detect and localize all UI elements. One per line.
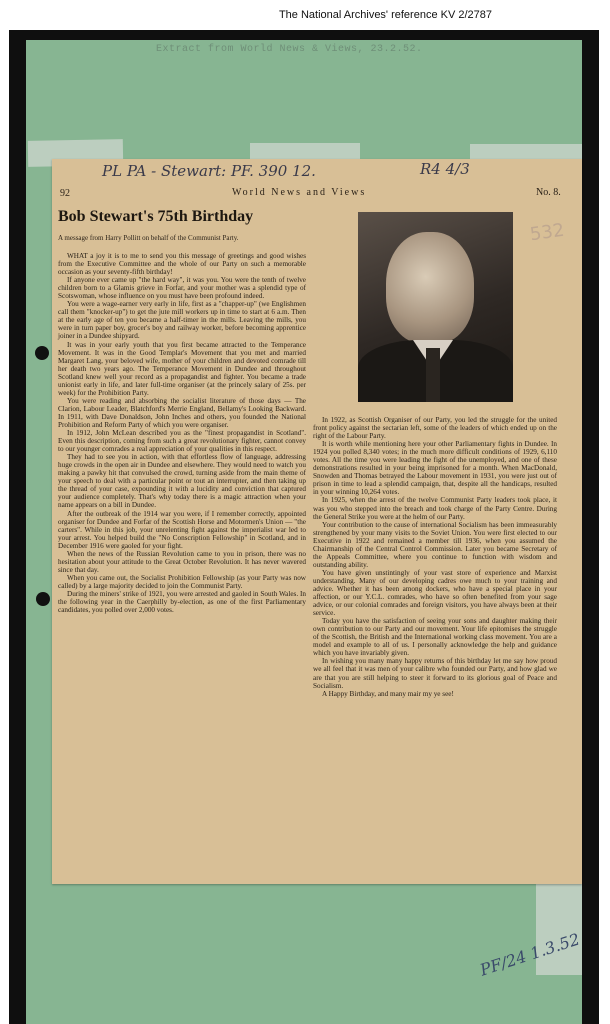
- article-column-left: [58, 252, 306, 614]
- portrait-tie: [426, 348, 440, 402]
- archive-reference: The National Archives' reference KV 2/2787: [278, 9, 492, 21]
- page-number: 92: [60, 188, 70, 199]
- extract-stamp: Extract from World News & Views, 23.2.52.: [156, 44, 423, 55]
- portrait-face: [386, 232, 474, 344]
- handwritten-date-note: R4 4/3: [420, 160, 470, 178]
- paragraph: Today you have the satisfaction of seeing your sons and daughter making their own contribution to our Party and our movement. Your life epitomises the struggle of the Scottish, the British and the International working class movement. You are a model and example to all of us. I personally acknowledge the help and guidance which you have invariably given.: [313, 617, 557, 658]
- handwritten-file-note: PL PA - Stewart: PF. 390 12.: [102, 162, 316, 180]
- article-subtitle: A message from Harry Pollitt on behalf of the Communist Party.: [58, 234, 239, 242]
- paragraph: When the news of the Russian Revolution came to you in prison, there was no hesitation about your attitude to the Great October Revolution. It has never wavered since that day.: [58, 549, 306, 574]
- portrait-photo: [358, 212, 513, 402]
- paragraph: In wishing you many many happy returns of this birthday let me say how proud we all feel that it was men of your calibre who founded our Party, and how glad we are that you are still helping to steer it forward to its glorious goal of Peace and Socialism.: [313, 657, 557, 690]
- article-column-right: [313, 416, 557, 698]
- running-head: World News and Views: [232, 187, 367, 198]
- issue-number: No. 8.: [536, 187, 561, 198]
- paragraph: In 1912, John McLean described you as the "finest propagandist in Scotland". Even this description, coming from such a great revolutionary fighter, cannot convey to our younger comrades a real appreciation of your qualities in this respect.: [58, 429, 306, 454]
- paragraph: It is worth while mentioning here your other Parliamentary fights in Dundee. In 1924 you polled 8,340 votes; in the much more difficult conditions of 1929, 6,110 votes. All the time you were leading the fight of the unemployed, and one of these demonstrations resulted in your being imprisoned for a month. When MacDonald, Snowden and Thomas betrayed the Labour movement in 1931, you were just out of prison in time to lead a splendid campaign, that, despite all the handicaps, resulted in your winning 10,264 votes.: [313, 440, 557, 497]
- paragraph: If anyone ever came up "the hard way", it was you. You were the tenth of twelve children born to a Glamis grieve in Forfar, and your mother was a splendid type of Scotswoman, whose influence on you must have been profound indeed.: [58, 276, 306, 301]
- handwritten-bottom-note: PF/24 1.3.52: [477, 929, 582, 980]
- paragraph: It was in your early youth that you first became attracted to the Temperance Movement. It was in the Good Templar's Movement that you met and married Margaret Lang, your beloved wife, mother of your children and devoted comrade till her death two years ago. The Temperance Movement in Dundee and throughout Scotland knew well your record as a propagandist and fighter. You became a trade unionist early in life, and later full-time organiser (at the princely salary of 25s. per week) for the Prohibition Party.: [58, 340, 306, 397]
- punch-hole-top: [35, 346, 49, 360]
- paragraph: You have given unstintingly of your vast store of experience and Marxist understanding. Many of our developing cadres owe much to your training and advice. Whether it has been among dockers, who have a special place in your affection, or our Y.C.L. comrades, who have so often benefited from your sage advice, or our colonial comrades and foreign visitors, you have always been at their service.: [313, 568, 557, 618]
- paragraph: A Happy Birthday, and many mair my ye see!: [322, 689, 454, 698]
- paragraph: After the outbreak of the 1914 war you were, if I remember correctly, appointed organiser for Dundee and Forfar of the Scottish Horse and Motormen's Union — "the carters". While in this job, your unrelenting fight against the imperialist war led to your arrest. You helped build the "No Conscription Fellowship" in Scotland, and in December 1916 were gaoled for your fight.: [58, 509, 306, 550]
- paragraph: In 1925, when the arrest of the twelve Communist Party leaders took place, it was you who stepped into the breach and took charge of the Party Centre. During the General Strike you were at the helm of our Party.: [313, 496, 557, 521]
- paragraph: When you came out, the Socialist Prohibition Fellowship (as your Party was now called) by a large majority decided to join the Communist Party.: [58, 573, 306, 590]
- paragraph: During the miners' strike of 1921, you were arrested and gaoled in South Wales. In the following year in the Caerphilly by-election, as one of the first Parliamentary candidates, you polled over 2,000 votes.: [58, 589, 306, 615]
- viewer-header: [0, 0, 610, 34]
- handwritten-blue-mark: 532: [528, 219, 566, 246]
- paragraph: In 1922, as Scottish Organiser of our Party, you led the struggle for the united front policy against the sectarian left, some of the leaders of which ended up on the right of the Labour Party.: [313, 416, 557, 441]
- paragraph: You were a wage-earner very early in life, first as a "chapper-up" (we Englishmen call them "knocker-up") to get the jute mill workers up in time to start at 6 a.m. Then at the early age of ten you became a half-timer in the mills. Leaving the mills, you were in turn paper boy, grocer's boy and railway worker, before becoming apprentice joiner in a Dundee shipyard.: [58, 300, 306, 341]
- paragraph: WHAT a joy it is to me to send you this message of greetings and good wishes from the Executive Committee and the whole of our Party on such a memorable occasion as your seventy-fifth birthday!: [58, 252, 306, 277]
- paragraph: You were reading and absorbing the socialist literature of those days — The Clarion, Labour Leader, Blatchford's Merrie England, Bellamy's Looking Backward. In 1911, with Dave Donaldson, John Inches and others, you founded the National Prohibition and Reform Party of which you were organiser.: [58, 396, 306, 429]
- paragraph: Your contribution to the cause of international Socialism has been immeasurably strengthened by your many visits to the Soviet Union. You were first elected to our Executive in 1922 and remained a member till 1936, when you assumed the Chairmanship of the Central Control Commission. Later you became Secretary of the Appeals Committee, where you continue to function with wisdom and outstanding ability.: [313, 520, 557, 569]
- paragraph: They had to see you in action, with that effortless flow of language, addressing huge crowds in the open air in Dundee and elsewhere. They would need to watch you making a pawky hit that convulsed the crowd, turning aside from the main theme of your speech to deal with a particular point or tout an interrupter, and then taking up the thread of your case, expounding it with a lucidity and conviction that captured your audience completely. That's why today there is a magic attraction when your name appears on a bill in Dundee.: [58, 453, 306, 510]
- tape-strip-bottom: [536, 880, 582, 975]
- article-title: Bob Stewart's 75th Birthday: [58, 208, 254, 225]
- punch-hole-bottom: [36, 592, 50, 606]
